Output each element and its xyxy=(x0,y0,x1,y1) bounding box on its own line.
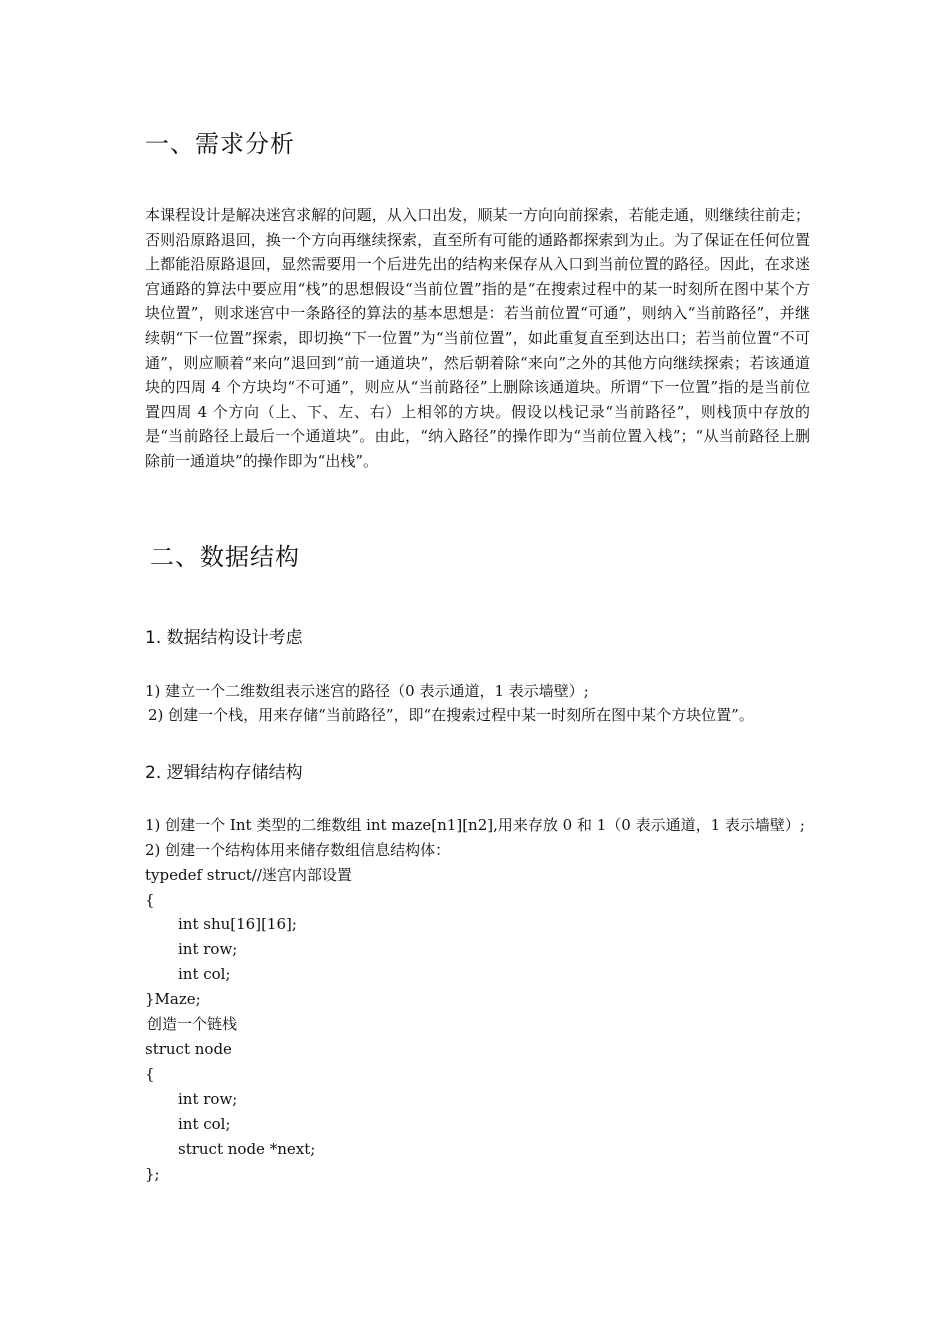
design-item-2: 2) 创建一个栈，用来存储“当前路径”，即“在搜索过程中某一时刻所在图中某个方块位置”。 xyxy=(148,706,754,724)
section-heading-requirements: 一、需求分析 xyxy=(145,130,295,158)
code-line: { xyxy=(145,1065,155,1083)
code-line: int row; xyxy=(178,940,238,958)
section-heading-data-structure: 二、数据结构 xyxy=(150,543,300,571)
storage-line-1: 1) 创建一个 Int 类型的二维数组 int maze[n1][n2],用来存放 0 和 1（0 表示通道，1 表示墙壁）; xyxy=(145,816,805,834)
code-line: }; xyxy=(145,1165,160,1183)
code-line: int row; xyxy=(178,1090,238,1108)
storage-line-2: 2) 创建一个结构体用来储存数组信息结构体： xyxy=(145,841,451,859)
subsection-heading-storage: 2. 逻辑结构存储结构 xyxy=(145,763,303,783)
design-item-1: 1) 建立一个二维数组表示迷宫的路径（0 表示通道，1 表示墙壁）; xyxy=(145,682,589,700)
code-line: int col; xyxy=(178,1115,231,1133)
code-line: int shu[16][16]; xyxy=(178,915,297,933)
code-line: struct node *next; xyxy=(178,1140,316,1158)
subsection-heading-design: 1. 数据结构设计考虑 xyxy=(145,628,303,648)
code-line: int col; xyxy=(178,965,231,983)
code-line: }Maze; xyxy=(145,990,201,1008)
requirements-paragraph: 本课程设计是解决迷宫求解的问题，从入口出发，顺某一方向向前探索，若能走通，则继续往前走；否则沿原路退回，换一个方向再继续探索，直至所有可能的通路都探索到为止。为了保证在任何位置上都能沿原路退回，显然需要用一个后进先出的结构来保存从入口到当前位置的路径。因此，在求迷宫通路的算法中要应用“栈”的思想假设“当前位置”指的是“在搜索过程中的某一时刻所在图中某个方块位置”，则求迷宫中一条路径的算法的基本思想是：若当前位置“可通”，则纳入“当前路径”，并继续朝“下一位置”探索，即切换“下一位置”为“当前位置”，如此重复直至到达出口；若当前位置“不可通”，则应顺着“来向”退回到“前一通道块”，然后朝着除“来向”之外的其他方向继续探索；若该通道块的四周 4 个方块均“不可通”，则应从“当前路径”上删除该通道块。所谓“下一位置”指的是当前位置四周 4 个方向（上、下、左、右）上相邻的方块。假设以栈记录“当前路径”，则栈顶中存放的是“当前路径上最后一个通道块”。由此，“纳入路径”的操作即为“当前位置入栈”；“从当前路径上删除前一通道块”的操作即为“出栈”。 xyxy=(145,206,810,470)
code-line: typedef struct//迷宫内部设置 xyxy=(145,866,352,884)
code-comment-line: 创造一个链栈 xyxy=(147,1015,238,1033)
code-line: { xyxy=(145,891,155,909)
code-line: struct node xyxy=(145,1040,232,1058)
